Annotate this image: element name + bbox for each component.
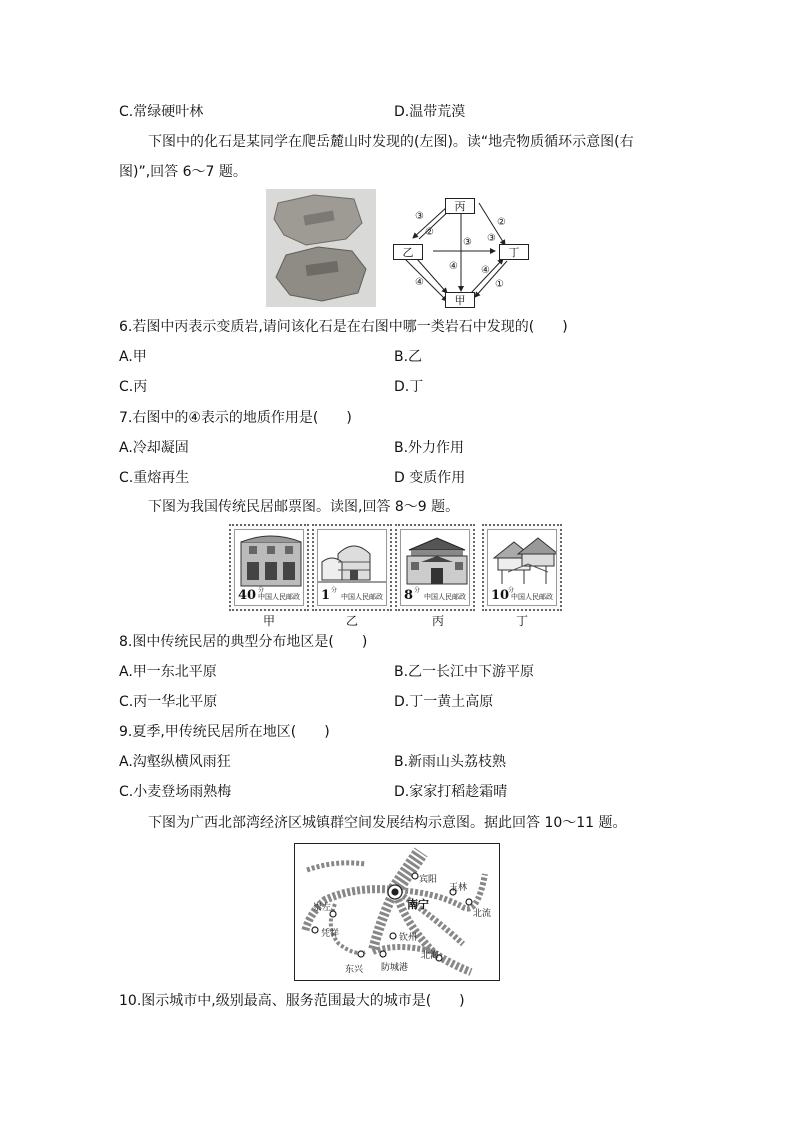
city-fangchenggang: 防城港 <box>381 963 409 973</box>
cycle-num: ② <box>425 227 434 238</box>
q6-option-b: B.乙 <box>394 349 423 365</box>
q6-option-c: C.丙 <box>119 379 148 395</box>
cycle-num: ④ <box>481 265 490 276</box>
q7-option-d: D 变质作用 <box>394 470 466 486</box>
stamp-value: 8 <box>404 588 414 603</box>
city-nanning: 南宁 <box>407 898 429 911</box>
city-yulin: 玉林 <box>449 883 468 893</box>
stamp-value: 1 <box>321 588 331 603</box>
stamp-value: 40 <box>238 588 257 603</box>
stamp-yi <box>312 524 392 611</box>
cycle-num: ③ <box>415 211 424 222</box>
stamp-unit: 分 <box>258 587 265 594</box>
stamp-label-yi: 乙 <box>345 614 358 628</box>
fossil-photo <box>266 189 376 307</box>
q9-option-a: A.沟壑纵横风雨狂 <box>119 754 231 770</box>
city-binyang: 宾阳 <box>419 875 438 885</box>
cycle-num: ④ <box>415 277 424 288</box>
q5-option-d: D.温带荒漠 <box>394 104 466 120</box>
q8-option-c: C.丙一华北平原 <box>119 694 218 710</box>
cycle-num: ① <box>495 279 504 290</box>
q9-stem: 9.夏季,甲传统民居所在地区( ) <box>119 724 330 740</box>
q7-option-b: B.外力作用 <box>394 440 465 456</box>
rock-cycle-diagram <box>387 193 537 311</box>
intro-10-11: 下图为广西北部湾经济区城镇群空间发展结构示意图。据此回答 10～11 题。 <box>148 815 627 831</box>
q9-option-c: C.小麦登场雨熟梅 <box>119 784 232 800</box>
q8-option-a: A.甲一东北平原 <box>119 664 217 680</box>
intro-6-7-line1: 下图中的化石是某同学在爬岳麓山时发现的(左图)。读“地壳物质循环示意图(右 <box>148 134 634 150</box>
cycle-num: ④ <box>449 261 458 272</box>
stamp-jia <box>229 524 309 611</box>
q6-stem: 6.若图中丙表示变质岩,请问该化石是在右图中哪一类岩石中发现的( ) <box>119 319 568 335</box>
stamp-unit: 分 <box>508 587 515 594</box>
cycle-num: ③ <box>487 233 496 244</box>
city-beihai: 北海 <box>421 951 440 961</box>
city-beiliu: 北流 <box>473 909 492 919</box>
q8-option-b: B.乙一长江中下游平原 <box>394 664 535 680</box>
stamp-post-label: 中国人民邮政 <box>341 593 383 601</box>
stamp-unit: 分 <box>414 587 421 594</box>
cycle-box-ding: 丁 <box>499 244 529 260</box>
city-chongzuo: 崇左 <box>313 903 332 913</box>
q9-option-d: D.家家打稻趁霜晴 <box>394 784 508 800</box>
q10-stem: 10.图示城市中,级别最高、服务范围最大的城市是( ) <box>119 993 465 1009</box>
q7-option-a: A.冷却凝固 <box>119 440 189 456</box>
q8-stem: 8.图中传统民居的典型分布地区是( ) <box>119 634 368 650</box>
stamp-label-bing: 丙 <box>431 614 444 628</box>
q6-option-d: D.丁 <box>394 379 424 395</box>
cycle-num: ③ <box>463 237 472 248</box>
stamp-post-label: 中国人民邮政 <box>511 593 553 601</box>
cycle-num: ② <box>497 217 506 228</box>
intro-6-7-line2: 图)”,回答 6～7 题。 <box>119 164 247 180</box>
city-dongxing: 东兴 <box>345 965 364 975</box>
city-qinzhou: 钦州 <box>399 933 418 943</box>
intro-8-9: 下图为我国传统民居邮票图。读图,回答 8～9 题。 <box>148 499 460 515</box>
stamp-label-jia: 甲 <box>262 614 275 628</box>
cycle-box-bing: 丙 <box>445 198 475 214</box>
q5-option-c: C.常绿硬叶林 <box>119 104 204 120</box>
cycle-box-yi: 乙 <box>393 244 423 260</box>
cycle-box-jia: 甲 <box>445 292 475 308</box>
stamp-ding <box>482 524 562 611</box>
q8-option-d: D.丁一黄土高原 <box>394 694 494 710</box>
stamp-post-label: 中国人民邮政 <box>258 593 300 601</box>
beibu-gulf-map <box>294 843 500 981</box>
q7-stem: 7.右图中的④表示的地质作用是( ) <box>119 410 352 426</box>
city-pingxiang: 凭祥 <box>321 929 340 939</box>
stamp-post-label: 中国人民邮政 <box>424 593 466 601</box>
stamp-bing <box>395 524 475 611</box>
q7-option-c: C.重熔再生 <box>119 470 190 486</box>
stamp-value: 10 <box>491 588 510 603</box>
stamp-label-ding: 丁 <box>515 614 528 628</box>
q6-option-a: A.甲 <box>119 349 147 365</box>
q9-option-b: B.新雨山头荔枝熟 <box>394 754 507 770</box>
stamp-unit: 分 <box>331 587 338 594</box>
